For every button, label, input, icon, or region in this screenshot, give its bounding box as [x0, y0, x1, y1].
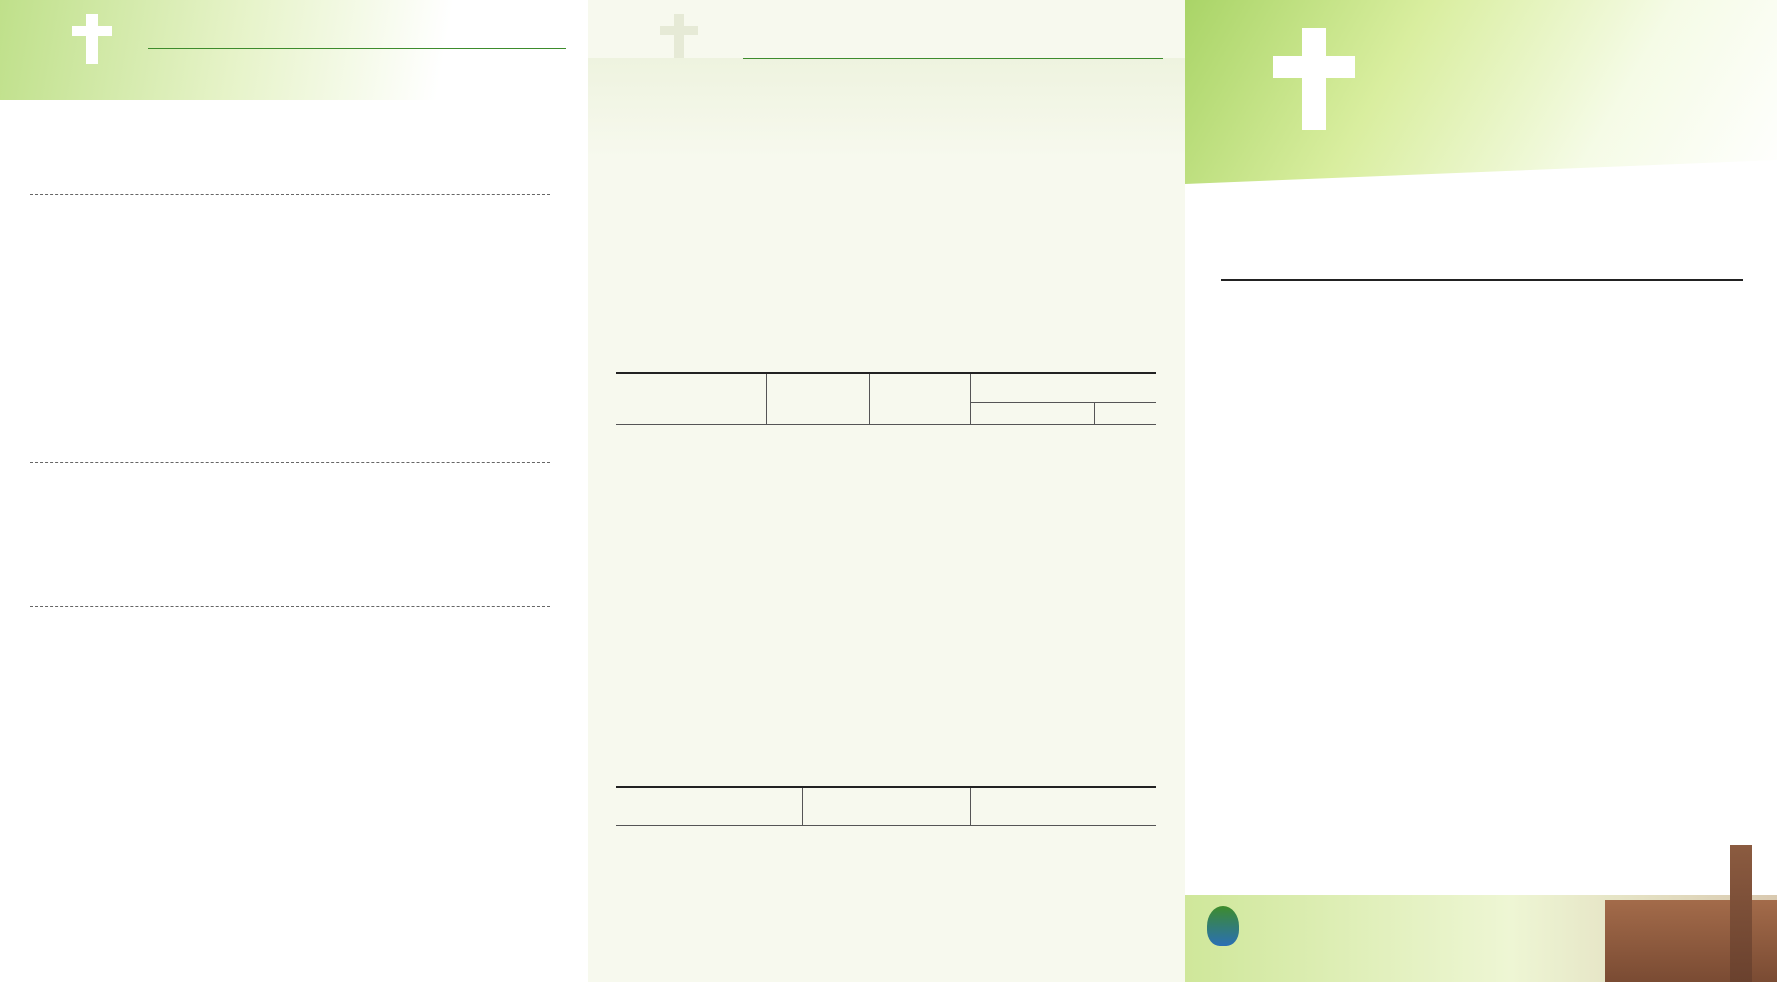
col-class	[616, 787, 802, 825]
col-teacher	[766, 373, 869, 424]
col-target	[869, 373, 970, 424]
col-place	[970, 787, 1156, 825]
culture-table	[616, 372, 1156, 425]
divider	[743, 58, 1163, 59]
cross-icon	[72, 26, 112, 36]
divider	[30, 194, 550, 195]
col-adult	[1094, 402, 1156, 424]
header-band	[588, 58, 1185, 158]
church-contact	[1207, 956, 1222, 970]
col-student	[970, 402, 1094, 424]
church-logo-icon	[1207, 906, 1239, 946]
notice-section-title	[28, 90, 36, 106]
cross-icon	[86, 14, 98, 64]
cross-icon	[1273, 56, 1355, 78]
news-panel	[0, 0, 588, 982]
cover-panel	[1185, 0, 1777, 982]
info-panel	[588, 0, 1185, 982]
col-class	[616, 373, 766, 424]
discipleship-table	[616, 786, 1156, 826]
church-tower	[1730, 845, 1752, 982]
cross-icon	[674, 14, 684, 62]
divider	[148, 48, 566, 49]
cross-icon	[660, 26, 698, 35]
col-fee	[970, 373, 1156, 402]
divider	[30, 462, 550, 463]
divider	[30, 606, 550, 607]
cross-icon	[1302, 28, 1326, 130]
col-time	[802, 787, 970, 825]
worship-order	[1221, 279, 1743, 281]
